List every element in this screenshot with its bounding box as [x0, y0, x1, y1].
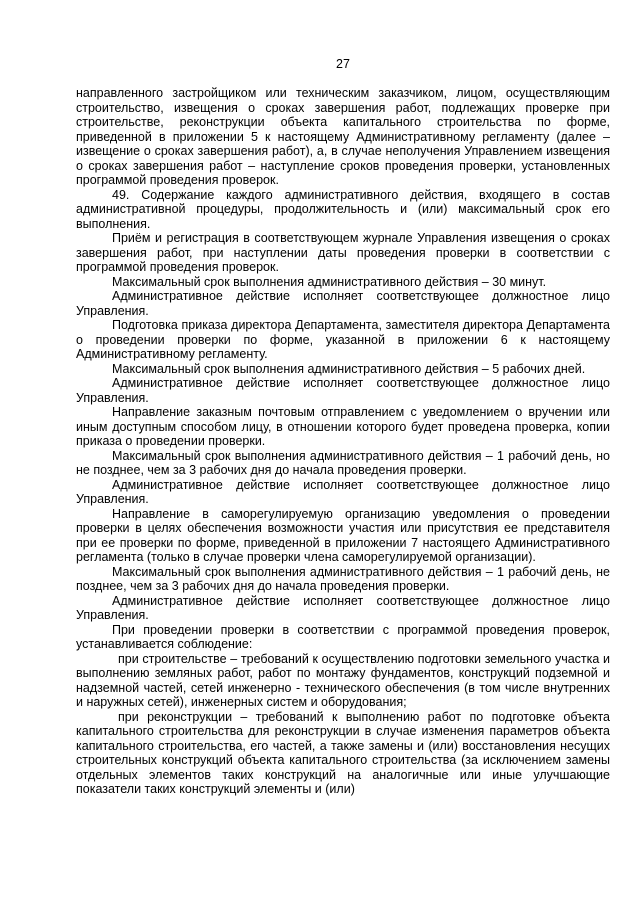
- paragraph: Направление заказным почтовым отправлением с уведомлением о вручении или иным доступным способом лицу, в отношении которого будет проведена проверка, копии приказа о проведении проверки.: [76, 405, 610, 448]
- paragraph: Административное действие исполняет соответствующее должностное лицо Управления.: [76, 289, 610, 318]
- document-body: [76, 86, 610, 797]
- paragraph: при реконструкции – требований к выполнению работ по подготовке объекта капитального строительства для реконструкции в случае изменения параметров объекта капитального строительства, его частей, а также замены и (или) восстановления несущих строительных конструкций объекта капитального строительства (за исключением замены отдельных элементов таких конструкций на аналогичные или иные улучшающие показатели таких конструкций элементы и (или): [76, 709, 610, 796]
- paragraph: 49. Содержание каждого административного действия, входящего в состав административной процедуры, продолжительность и (или) максимальный срок его выполнения.: [76, 187, 610, 231]
- paragraph: Приём и регистрация в соответствующем журнале Управления извещения о сроках завершения работ, при наступлении даты проведения проверки в соответствии с программой проведения проверок.: [76, 231, 610, 274]
- paragraph: направленного застройщиком или техническим заказчиком, лицом, осуществляющим строительство, извещения о сроках завершения работ, подлежащих проверке при строительстве, реконструкции объекта капитального строительства по форме, приведенной в приложении 5 к настоящему Административному регламенту (далее – извещение о сроках завершения работ), а, в случае неполучения Управлением извещения о сроках завершения работ – наступление сроков проведения проверки, установленных программой проведения проверок.: [76, 86, 610, 187]
- paragraph: Максимальный срок выполнения административного действия – 1 рабочий день, не позднее, чем за 3 рабочих дня до начала проведения проверки.: [76, 564, 610, 593]
- paragraph: Административное действие исполняет соответствующее должностное лицо Управления.: [76, 376, 610, 405]
- paragraph: Административное действие исполняет соответствующее должностное лицо Управления.: [76, 477, 610, 506]
- paragraph: Максимальный срок выполнения административного действия – 1 рабочий день, но не позднее, чем за 3 рабочих дня до начала проведения проверки.: [76, 448, 610, 477]
- paragraph: Максимальный срок выполнения административного действия – 30 минут.: [112, 274, 547, 289]
- paragraph: при строительстве – требований к осуществлению подготовки земельного участка и выполнению земляных работ, работ по монтажу фундаментов, конструкций подземной и надземной частей, сетей инженерно - технического обеспечения (в том числе внутренних и наружных сетей), инженерных систем и оборудования;: [76, 651, 610, 709]
- paragraph: Административное действие исполняет соответствующее должностное лицо Управления.: [76, 593, 610, 622]
- paragraph: При проведении проверки в соответствии с программой проведения проверок, устанавливается соблюдение:: [76, 622, 610, 651]
- paragraph: Подготовка приказа директора Департамента, заместителя директора Департамента о проведении проверки по форме, указанной в приложении 6 к настоящему Административному регламенту.: [76, 318, 610, 361]
- paragraph: Направление в саморегулируемую организацию уведомления о проведении проверки в целях обеспечения возможности участия или присутствия ее представителя при ее проверки по форме, приведенной в приложении 7 настоящего Административного регламента (только в случае проверки члена саморегулируемой организации).: [76, 506, 610, 564]
- page-number: 27: [336, 57, 350, 71]
- paragraph: Максимальный срок выполнения административного действия – 5 рабочих дней.: [112, 361, 586, 376]
